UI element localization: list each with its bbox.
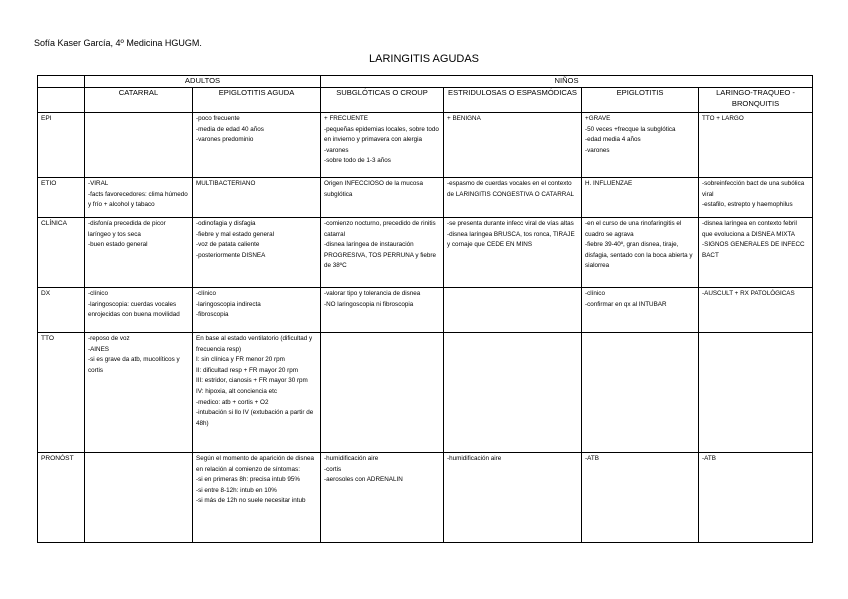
cell-line: + BENIGNA: [447, 115, 481, 122]
table-cell: [85, 288, 193, 333]
row-label: PRONÓST: [38, 453, 85, 543]
row-label: DX: [38, 288, 85, 333]
cell-line: -disnea laríngea en contexto febril que evoluciona a DISNEA MIXTA: [702, 220, 797, 238]
empty-corner-cell: [38, 88, 85, 113]
cell-line: -facts favorecedores: clima húmedo y frío + alcohol y tabaco: [88, 190, 188, 209]
cell-line: III: estridor, cianosis + FR mayor 30 rpm: [196, 377, 308, 385]
cell-line: -en el curso de una rinofaringitis el cuadro se agrava: [585, 220, 682, 238]
cell-line: TTO + LARGO: [702, 115, 744, 122]
table-cell: [582, 113, 699, 178]
row-label: CLÍNICA: [38, 218, 85, 288]
cell-line: -disnea laríngea de instauración PROGRESIVA, TOS PERRUNA y fiebre de 38ºC: [324, 241, 436, 270]
cell-line: -humidificación aire: [324, 455, 379, 462]
table-cell: [699, 113, 813, 178]
cell-line: -humidificación aire: [447, 455, 502, 462]
cell-line: -varones predominio: [196, 136, 254, 144]
table-row: [38, 218, 813, 288]
cell-line: II: dificultad resp + FR mayor 20 rpm: [196, 366, 299, 374]
table-cell: [699, 333, 813, 453]
cell-line: -reposo de voz: [88, 335, 130, 342]
table-cell: [582, 218, 699, 288]
document-title: LARINGITIS AGUDAS: [368, 53, 480, 65]
table-cell: [582, 178, 699, 218]
cell-line: -fiebre y mal estado general: [196, 230, 275, 238]
column-header: EPIGLOTITIS AGUDA: [193, 88, 321, 113]
cell-line: +GRAVE: [585, 115, 611, 122]
table-cell: [85, 178, 193, 218]
table-body: [38, 113, 813, 543]
cell-line: -edad media 4 años: [585, 136, 641, 144]
cell-line: -si en primeras 8h: precisa intub 95%: [196, 476, 300, 484]
cell-line: -espasmo de cuerdas vocales en el contexto de LARINGITIS CONGESTIVA O CATARRAL: [447, 180, 575, 198]
cell-line: + FRECUENTE: [324, 115, 368, 122]
table-cell: [699, 178, 813, 218]
table-cell: [85, 333, 193, 453]
table-cell: [699, 288, 813, 333]
table-cell: [193, 218, 321, 288]
cell-line: En base al estado ventilatorio (dificultad y frecuencia resp): [196, 335, 313, 353]
cell-line: -AUSCULT + RX PATOLÓGICAS: [702, 290, 795, 297]
cell-line: -estafilo, estrepto y haemophilus: [702, 201, 793, 209]
cell-line: -sobre todo de 1-3 años: [324, 157, 391, 165]
cell-line: -cortis: [324, 465, 342, 473]
cell-line: MULTIBACTERIANO: [196, 180, 256, 187]
cell-line: -poco frecuente: [196, 115, 240, 122]
cell-line: -medico: atb + cortis + O2: [196, 398, 269, 406]
cell-line: -buen estado general: [88, 241, 148, 249]
cell-line: -odinofagia y disfagia: [196, 220, 256, 227]
table-cell: [193, 178, 321, 218]
cell-line: Origen INFECCIOSO de la mucosa subglótica: [324, 180, 424, 198]
table-cell: [321, 453, 444, 543]
cell-line: -laringoscopia: cuerdas vocales enrojecidas con buena movilidad: [88, 300, 180, 319]
row-label: ETIO: [38, 178, 85, 218]
cell-line: -AINES: [88, 345, 109, 353]
cell-line: -fiebre 39-40º, gran disnea, tiraje, disfagia, sentado con la boca abierta y sialorrea: [585, 241, 693, 270]
cell-line: -clínico: [585, 290, 605, 297]
cell-line: -varones: [324, 146, 349, 154]
table-cell: [444, 218, 582, 288]
table-cell: [699, 453, 813, 543]
table-cell: [193, 288, 321, 333]
cell-line: -fibroscopia: [196, 311, 229, 319]
cell-line: -disfonía precedida de picor laríngeo y tos seca: [88, 220, 166, 238]
cell-line: -aerosoles con ADRENALIN: [324, 476, 403, 484]
cell-line: -confirmar en qx al INTUBAR: [585, 300, 667, 308]
cell-line: -clínico: [196, 290, 216, 297]
cell-line: -laringoscopia indirecta: [196, 300, 261, 308]
table-cell: [444, 288, 582, 333]
cell-line: -si es grave da atb, mucolíticos y cortis: [88, 356, 180, 374]
cell-line: -voz de patata caliente: [196, 241, 260, 249]
table-cell: [321, 333, 444, 453]
table-cell: [582, 288, 699, 333]
table-cell: [85, 218, 193, 288]
table-cell: [444, 113, 582, 178]
cell-line: -VIRAL: [88, 180, 109, 187]
table-cell: [582, 453, 699, 543]
table-cell: [444, 453, 582, 543]
cell-line: -sobreinfección bact de una subólica viral: [702, 180, 805, 198]
cell-line: IV: hipoxia, alt conciencia etc: [196, 387, 277, 395]
table-cell: [321, 288, 444, 333]
cell-line: -varones: [585, 146, 610, 154]
laringitis-table: [37, 75, 813, 543]
table-row: [38, 333, 813, 453]
cell-line: -si más de 12h no suele necesitar intub: [196, 497, 306, 505]
cell-line: -SIGNOS GENERALES DE INFECC BACT: [702, 241, 805, 259]
cell-line: -intubación si llo IV (extubación a partir de 48h): [196, 409, 314, 427]
cell-line: -valorar tipo y tolerancia de disnea: [324, 290, 421, 297]
cell-line: I: sin clínica y FR menor 20 rpm: [196, 356, 285, 364]
table-cell: [193, 333, 321, 453]
cell-line: -50 veces +frecque la subglótica: [585, 125, 676, 133]
cell-line: -si entre 8-12h: intub en 10%: [196, 486, 277, 494]
cell-line: H. INFLUENZAE: [585, 180, 633, 187]
table-cell: [444, 333, 582, 453]
row-label: TTO: [38, 333, 85, 453]
table-cell: [85, 453, 193, 543]
column-header: ESTRIDULOSAS O ESPASMÓDICAS: [444, 88, 582, 113]
table-cell: [193, 113, 321, 178]
group-header-ninos: NIÑOS: [321, 76, 813, 88]
table-cell: [582, 333, 699, 453]
table-row: [38, 113, 813, 178]
table-cell: [321, 113, 444, 178]
document-author: Sofía Kaser García, 4º Medicina HGUGM.: [34, 38, 202, 48]
row-label: EPI: [38, 113, 85, 178]
table-cell: [85, 113, 193, 178]
column-header-row: [38, 88, 813, 113]
table-row: [38, 288, 813, 333]
cell-line: -comienzo nocturno, precedido de rinitis catarral: [324, 220, 436, 238]
cell-line: -posteriormente DISNEA: [196, 251, 266, 259]
cell-line: -se presenta durante infecc viral de vías altas: [447, 220, 574, 227]
cell-line: -ATB: [585, 455, 599, 462]
column-header: LARINGO-TRAQUEO - BRONQUITIS: [699, 88, 813, 113]
column-header: SUBGLÓTICAS O CROUP: [321, 88, 444, 113]
empty-corner-cell: [38, 76, 85, 88]
cell-line: -NO laringoscopia ni fibroscopia: [324, 300, 414, 308]
table-row: [38, 178, 813, 218]
table-cell: [699, 218, 813, 288]
table-cell: [193, 453, 321, 543]
cell-line: -pequeñas epidemias locales, sobre todo en invierno y primavera con alergia: [324, 125, 439, 144]
column-header: CATARRAL: [85, 88, 193, 113]
table-cell: [321, 218, 444, 288]
group-header-row: [38, 76, 813, 88]
table-row: [38, 453, 813, 543]
table-cell: [444, 178, 582, 218]
cell-line: Según el momento de aparición de disnea en relación al comienzo de síntomas:: [196, 455, 314, 473]
cell-line: -disnea laríngea BRUSCA, tos ronca, TIRAJE y cornaje que CEDE EN MINS: [447, 230, 575, 249]
cell-line: -ATB: [702, 455, 716, 462]
cell-line: -media de edad 40 años: [196, 125, 264, 133]
cell-line: -clínico: [88, 290, 108, 297]
column-header: EPIGLOTITIS: [582, 88, 699, 113]
group-header-adultos: ADULTOS: [85, 76, 321, 88]
table-cell: [321, 178, 444, 218]
